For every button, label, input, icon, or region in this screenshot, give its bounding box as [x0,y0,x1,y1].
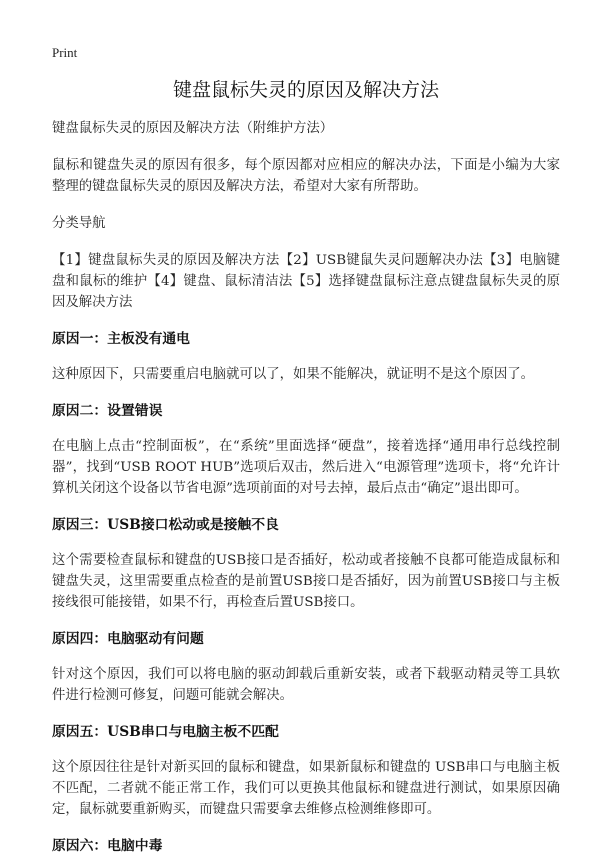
section-heading-1: 原因一：主板没有通电 [52,331,190,347]
section-heading-3: 原因三：USB接口松动或是接触不良 [52,517,279,533]
section-body-5: 这个原因往往是针对新买回的鼠标和键盘，如果新鼠标和键盘的 USB串口与电脑主板不匹配，二者就不能正常工作，我们可以更换其他鼠标和键盘进行测试，如果原因确定，鼠标就要重新购买，而键盘只需要拿去维修点检测维修即可。 [52,760,560,817]
section-body-4: 针对这个原因，我们可以将电脑的驱动卸载后重新安装，或者下载驱动精灵等工具软件进行检测可修复，问题可能就会解决。 [52,667,560,703]
section-body-3: 这个需要检查鼠标和键盘的USB接口是否插好，松动或者接触不良都可能造成鼠标和键盘失灵，这里需要重点检查的是前置USB接口是否插好，因为前置USB接口与主板接线很可能接错，如果不行，再检查后置USB接口。 [52,553,560,610]
intro-paragraph: 鼠标和键盘失灵的原因有很多，每个原因都对应相应的解决办法，下面是小编为大家整理的键盘鼠标失灵的原因及解决方法，希望对大家有所帮助。 [52,158,560,194]
section-body-2: 在电脑上点击“控制面板”，在“系统”里面选择“硬盘”，接着选择“通用串行总线控制器”，找到“USB ROOT HUB”选项后双击，然后进入“电源管理”选项卡，将“允许计算机关闭这个设备以节省电源”选项前面的对号去掉，最后点击“确定”退出即可。 [52,439,560,496]
document-subtitle: 键盘鼠标失灵的原因及解决方法（附维护方法） [52,121,334,136]
section-body-1: 这种原因下，只需要重启电脑就可以了，如果不能解决，就证明不是这个原因了。 [52,367,535,382]
section-heading-4: 原因四：电脑驱动有问题 [52,631,204,647]
category-nav-label: 分类导航 [52,216,106,231]
section-heading-5: 原因五：USB串口与电脑主板不匹配 [52,724,279,740]
section-heading-2: 原因二：设置错误 [52,403,163,419]
section-heading-6: 原因六：电脑中毒 [52,838,163,854]
category-nav-links[interactable]: 【1】键盘鼠标失灵的原因及解决方法【2】USB键鼠失灵问题解决办法【3】电脑键盘和鼠标的维护【4】键盘、鼠标清洁法【5】选择键盘鼠标注意点键盘鼠标失灵的原因及解决方法 [52,253,560,310]
print-label[interactable]: Print [52,45,78,60]
document-title: 键盘鼠标失灵的原因及解决方法 [172,79,439,101]
